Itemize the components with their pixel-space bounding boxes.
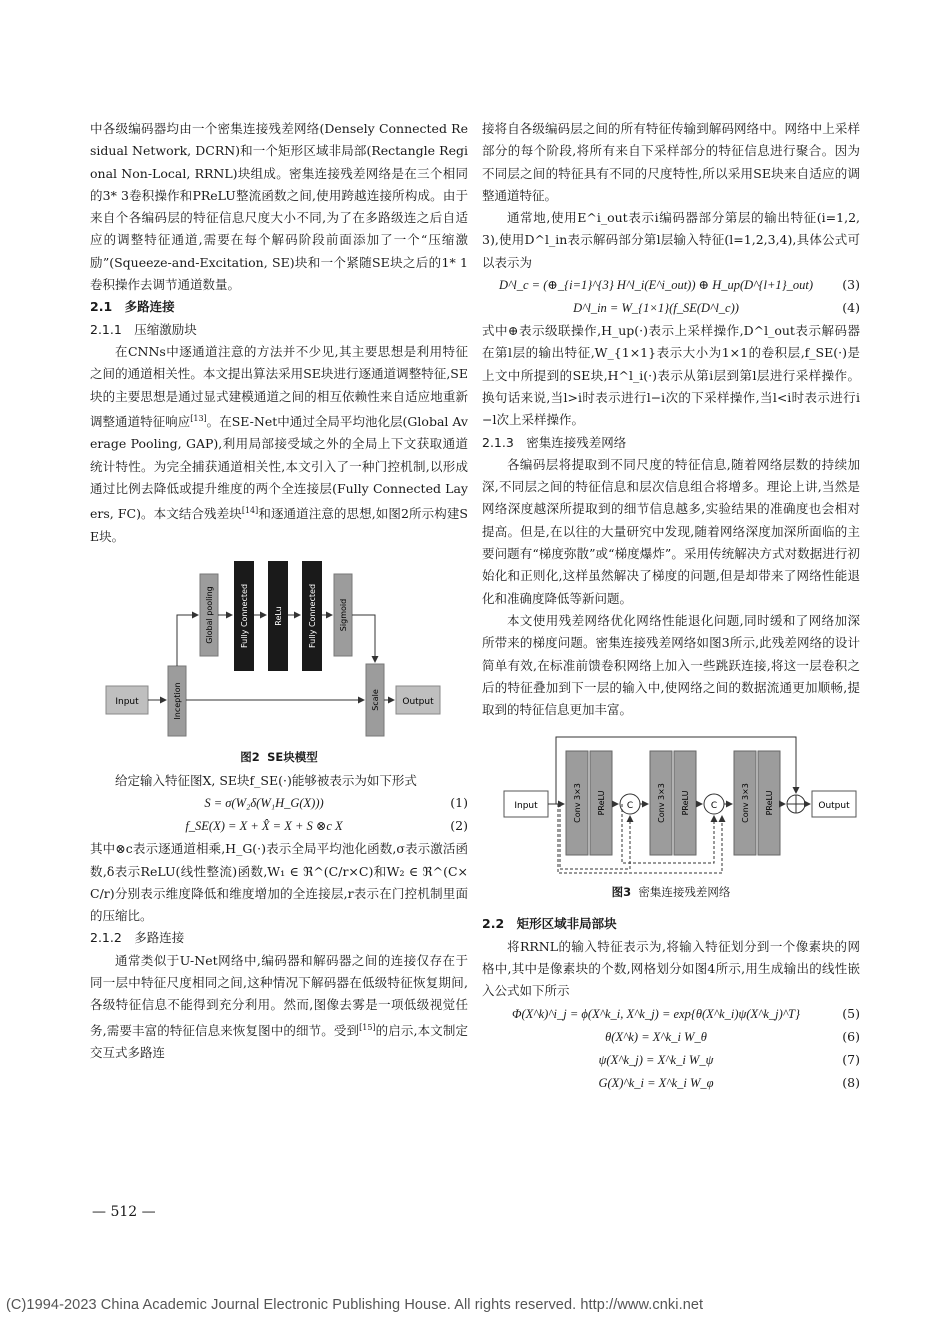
citation[interactable]: [15] (359, 1022, 376, 1032)
inception-label: Inception (173, 682, 182, 720)
citation[interactable]: [13] (190, 413, 207, 423)
equation-7: ψ(X^k_j) = X^k_i W_ψ (7) (598, 1051, 860, 1067)
section-heading-2-1-1: 2.1.1 压缩激励块 (90, 321, 197, 337)
figure-3-caption: 图3 密集连接残差网络 (611, 885, 731, 900)
paragraph: 中各级编码器均由一个密集连接残差网络(Densely Connected Residual Network, DCRN)和一个矩形区域非局部(Rectangle Regional Non-Local, RRNL)块组成。密集连接残差网络是在三个相同的3* 3卷积操作和PReLU整流函数之间,使用跨越连接所构成。由于来自个各编码层的特征信息尺度大小不同,为了在多路级连之后自适应的调整特征通道,需要在每个解码阶段前面添加了一个“压缩激励”(Squeeze-and-Excitation, SE)块和一个紧随SE块之后的1* 1卷积操作去调节通道数量。 (90, 121, 468, 293)
prelu-label: PReLU (765, 790, 774, 816)
paragraph: 通常地,使用E^i_out表示i编码器部分第层的输出特征(i=1,2,3),使用D^l_in表示解码部分第l层输入特征(l=1,2,3,4),具体公式可以表示为 (482, 210, 860, 270)
fc1-label: Fully Connected (240, 583, 249, 648)
concat-label: C (710, 801, 718, 812)
figure-3 (482, 729, 860, 899)
page-number: — 512 — (92, 1204, 156, 1220)
paragraph: 各编码层将提取到不同尺度的特征信息,随着网络层数的持续加深,不同层之间的特征信息和层次信息组合将增多。理论上讲,当然是网络深度越深所提取到的细节信息越多,实验结果的准确度也会相对提高。但是,在以往的大量研究中发现,随着网络深度加深所面临的主要问题有“梯度弥散”或“梯度爆炸”。采用传统解决方式对数据进行初始化和正则化,这样虽然解决了梯度的问题,但是却带来了网络性能退化和准确度降低等新问题。 (482, 456, 860, 606)
arrow (352, 615, 375, 662)
equation-6: θ(X^k) = X^k_i W_θ (6) (605, 1028, 860, 1044)
conv-label: Conv 3×3 (573, 783, 582, 824)
equation-3: D^l_c = (⊕_{i=1}^{3} H^l_i(E^i_out)) ⊕ H_up(D^{l+1}_out) (3) (498, 277, 860, 293)
section-heading-2-1: 2.1 多路连接 (90, 299, 175, 315)
conv-label: Conv 3×3 (741, 783, 750, 824)
sigmoid-label: Sigmoid (339, 598, 348, 632)
input-label: Input (115, 696, 139, 707)
global-pooling-label: Global pooling (205, 586, 214, 644)
paragraph: 给定输入特征图X, SE块f_SE(·)能够被表示为如下形式 (115, 772, 417, 788)
input-label: Input (514, 801, 538, 812)
figure-2-caption: 图2 SE块模型 (240, 749, 318, 764)
concat-label: C (626, 801, 634, 812)
paragraph: 将RRNL的输入特征表示为,将输入特征划分到一个像素块的网格中,其中是像素块的个数,网格划分如图4所示,用生成输出的线性嵌入公式如下所示 (482, 938, 860, 999)
copyright-footer: (C)1994-2023 China Academic Journal Electronic Publishing House. All rights reserved. http://www.cnki.net (6, 1297, 704, 1313)
paragraph: 其中⊗c表示逐通道相乘,H_G(·)表示全局平均池化函数,σ表示激活函数,δ表示ReLU(线性整流)函数,W₁ ∈ ℜ^(C/r×C)和W₂ ∈ ℜ^(C×C/r)分别表示维度降低和维度增加的全连接层,r表示在门控机制里面的压缩比。 (90, 841, 468, 924)
section-heading-2-2: 2.2 矩形区域非局部块 (482, 916, 617, 932)
scale-label: Scale (371, 689, 380, 711)
paragraph: 通常类似于U-Net网络中,编码器和解码器之间的连接仅存在于同一层中特征尺度相同之间,这种情况下解码器在低级特征恢复期间,各级特征信息不能得到充分利用。然而,图像去雾是一项低级视觉任务,需要丰富的特征信息来恢复图中的细节。受到[15]的启示,本文制定交互式多路连 (90, 952, 468, 1061)
paragraph: 本文使用残差网络优化网络性能退化问题,同时缓和了网络加深所带来的梯度问题。密集连接残差网络如图3所示,此残差网络的设计简单有效,在标准前馈卷积网络上加入一些跳跃连接,将这一层卷积之后的特征叠加到下一层的输入中,使网络之间的数据流通更加顺畅,提取到的特征信息更加丰富。 (482, 612, 860, 718)
equation-8: G(X)^k_i = X^k_i W_φ (8) (598, 1074, 860, 1090)
paragraph: 在CNNs中逐通道注意的方法并不少见,其主要思想是利用特征之间的通道相关性。本文提出算法采用SE块进行逐通道调整特征,SE块的主要思想是通过显式建模通道之间的相互依赖性来自适应地重新调整通道特征响应[13]。在SE-Net中通过全局平均池化层(Global Average Pooling, GAP),利用局部接受域之外的全局上下文获取通道统计特性。为完全捕获通道相关性,本文引入了一种门控机制,以形成通过比例去降低或提升维度的两个全连接层(Fully Connected Layers, FC)。本文结合残差块[14]和逐通道注意的思想,如图2所示构建SE块。 (90, 343, 468, 544)
equation-1: S = σ(W₂δ(W₁H_G(X))) (1) (204, 795, 468, 811)
output-label: Output (402, 696, 434, 707)
se-block-diagram (90, 556, 468, 746)
equation-4: D^l_in = W_{1×1}(f_SE(D^l_c)) (4) (573, 300, 860, 316)
dense-residual-diagram (482, 729, 860, 879)
right-column (482, 118, 860, 1095)
section-heading-2-1-3: 2.1.3 密集连接残差网络 (482, 434, 627, 450)
equation-5: Φ(X^k)^i_j = ϕ(X^k_i, X^k_j) = exp{θ(X^k_i)ψ(X^k_j)^T} (5) (511, 1005, 860, 1021)
output-label: Output (818, 801, 850, 812)
arrow (177, 615, 198, 666)
citation[interactable]: [14] (241, 506, 259, 516)
prelu-label: PReLU (597, 790, 606, 816)
paragraph: 式中⊕表示级联操作,H_up(·)表示上采样操作,D^l_out表示解码器在第l层的输出特征,W_{1×1}表示大小为1×1的卷积层,f_SE(·)是上文中所提到的SE块,H^l_i(·)表示从第i层到第l层进行采样操作。换句话来说,当l>i时表示进行l−i次的下采样操作,当l<i时表示进行i−l次上采样操作。 (482, 323, 860, 428)
section-heading-2-1-2: 2.1.2 多路连接 (90, 930, 185, 946)
fc2-label: Fully Connected (308, 583, 317, 648)
equation-2: f_SE(X) = X + X̂ = X + S ⊗c X (2) (185, 818, 468, 834)
relu-label: ReLu (274, 606, 283, 626)
paragraph: 接将自各级编码层之间的所有特征传输到解码网络中。网络中上采样部分的每个阶段,将所有来自下采样部分的特征信息进行聚合。因为不同层之间的特征具有不同的尺度特性,所以采用SE块来自适应的调整通道特征。 (482, 121, 860, 203)
conv-label: Conv 3×3 (657, 783, 666, 824)
prelu-label: PReLU (681, 790, 690, 816)
figure-2 (90, 556, 468, 766)
left-column (90, 118, 468, 1064)
